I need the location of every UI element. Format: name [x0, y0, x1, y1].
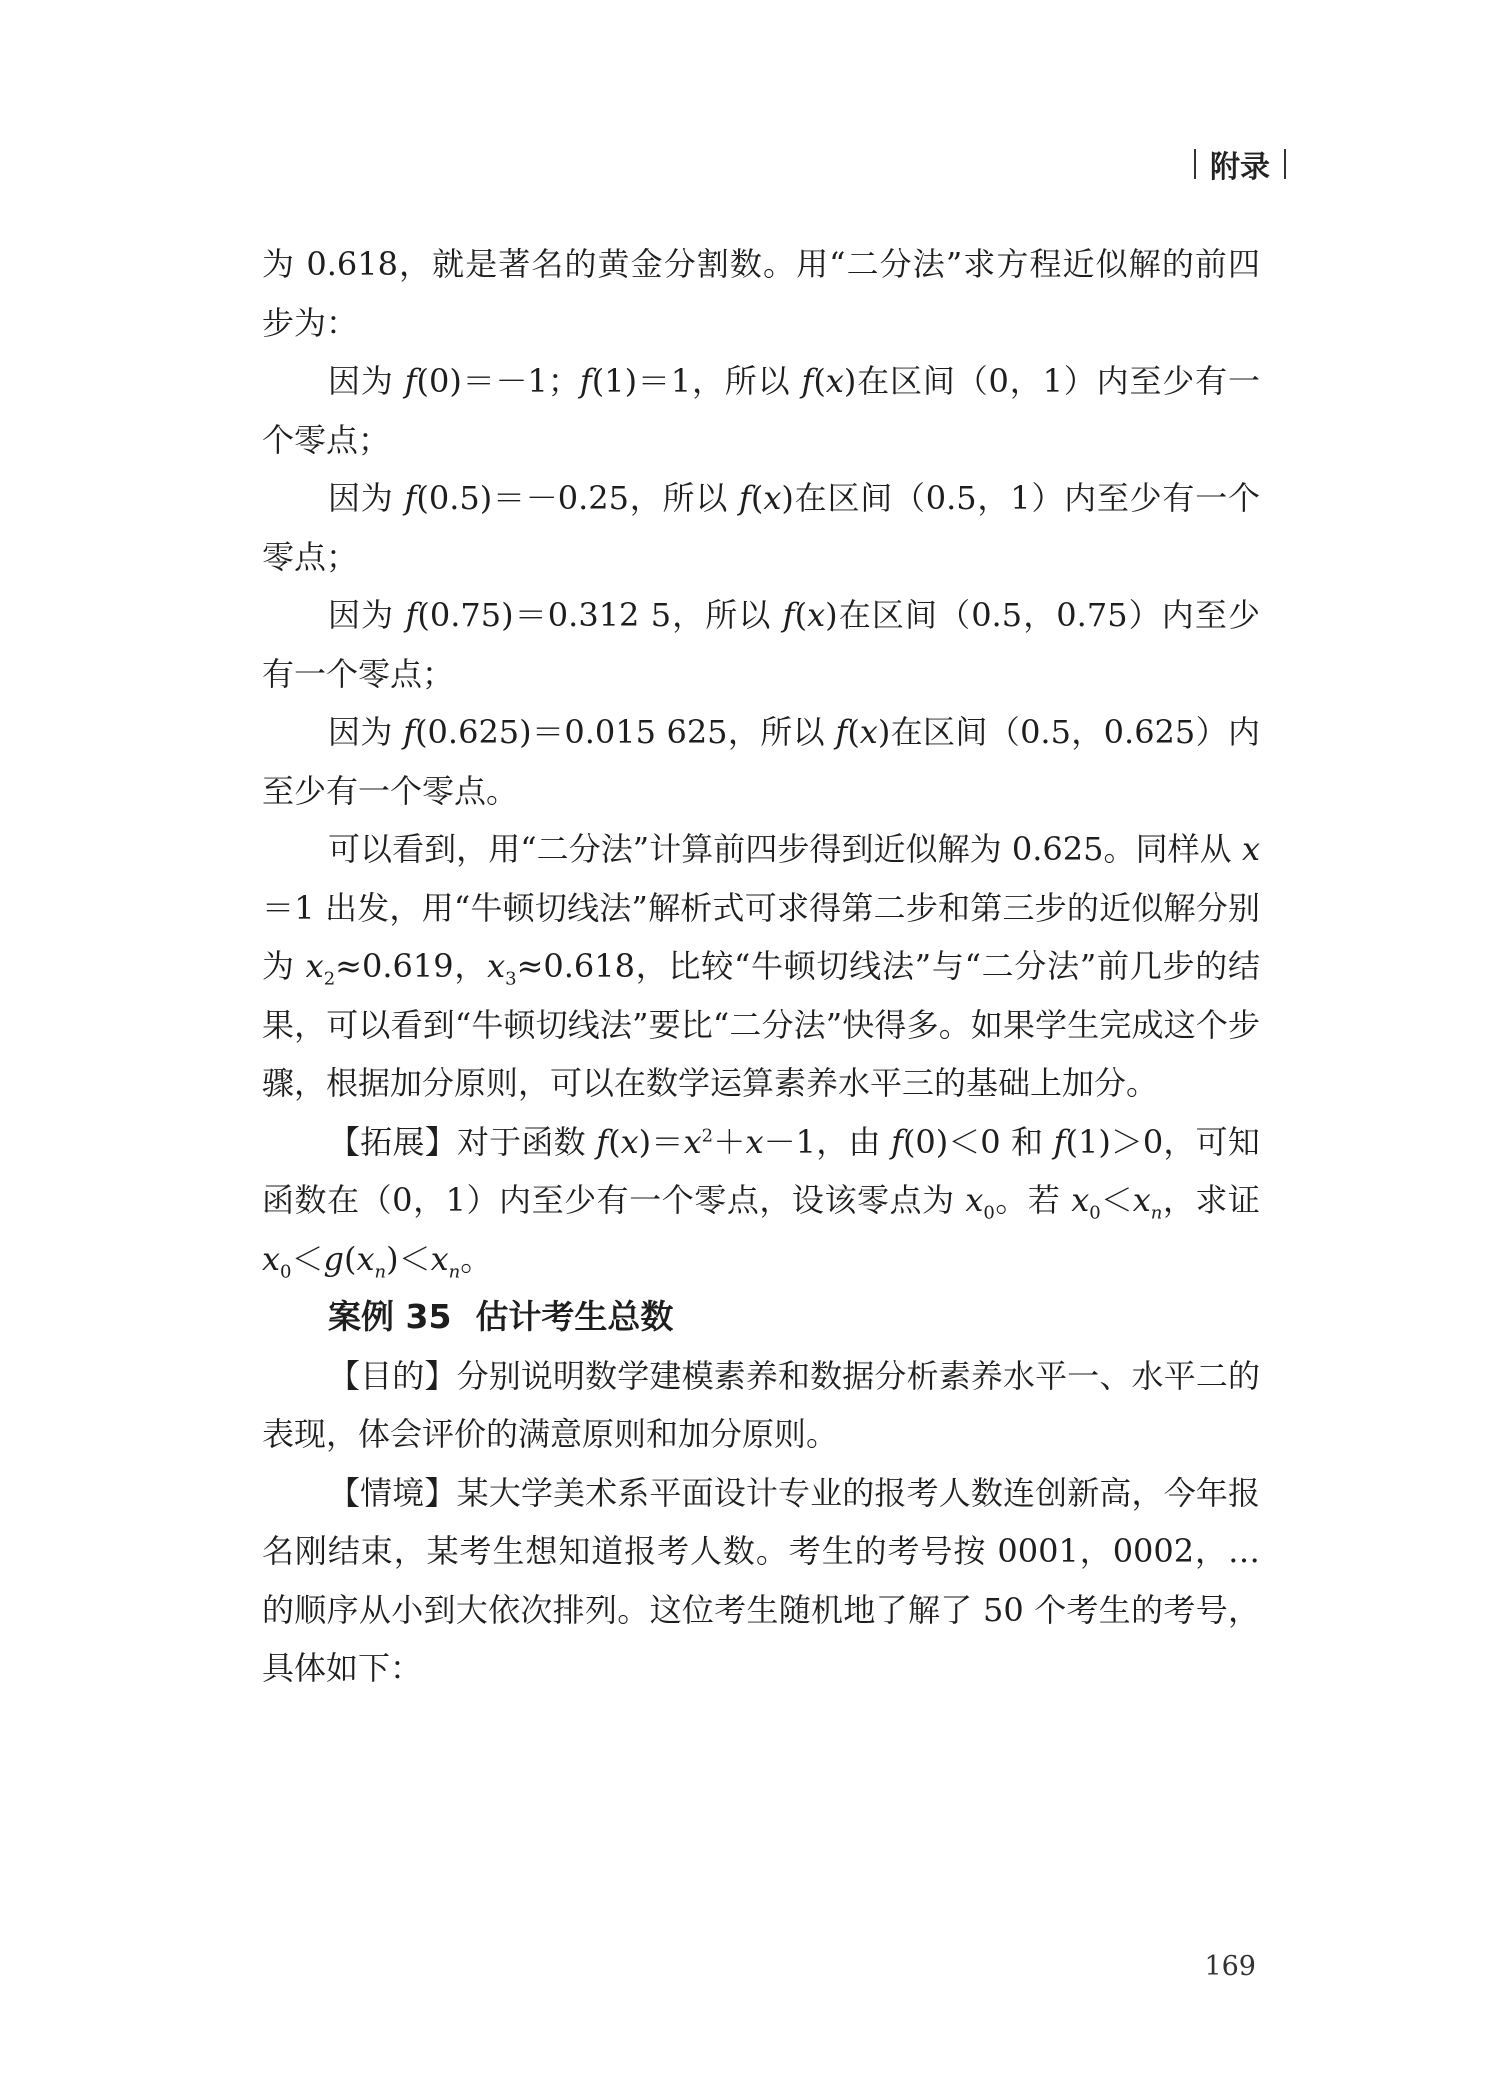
subscript: 0	[1089, 1202, 1101, 1224]
math-function: f	[801, 362, 814, 400]
paragraph-newton-comparison	[262, 820, 1260, 1113]
page-body	[262, 235, 1260, 1698]
math-variable: x	[807, 596, 826, 634]
text-run: )＜	[386, 1239, 431, 1278]
math-variable: x	[487, 947, 506, 985]
text-run: (	[794, 596, 808, 634]
math-variable: x	[356, 1239, 375, 1278]
text-run: 因为	[328, 713, 404, 751]
text-run: 。若	[994, 1181, 1072, 1219]
text-run: )在区间（0，1）内至少有一个零点；	[262, 362, 1260, 459]
subscript: n	[374, 1260, 387, 1282]
paragraph-extension	[262, 1113, 1260, 1289]
section-heading	[262, 1288, 1260, 1347]
paragraph-golden-ratio: 为 0.618，就是著名的黄金分割数。用“二分法”求方程近似解的前四步为：	[262, 245, 1260, 342]
math-function: f	[405, 596, 418, 634]
math-variable: x	[430, 1239, 449, 1278]
paragraph-goal	[262, 1347, 1260, 1464]
text-run: )在区间（0.5，0.625）内至少有一个零点。	[262, 713, 1260, 810]
text-run: ，求证	[1162, 1181, 1260, 1219]
math-function: f	[1053, 1122, 1066, 1161]
math-variable: x	[305, 947, 324, 985]
math-variable: x	[1241, 830, 1260, 868]
text-run: (	[847, 713, 860, 751]
text-run: (	[608, 1122, 621, 1161]
subscript: 3	[505, 968, 517, 990]
math-function: f	[404, 479, 417, 517]
math-variable: x	[1132, 1181, 1151, 1219]
math-variable: x	[683, 1122, 702, 1161]
text-run: 因为	[328, 479, 405, 517]
context-label: 【情境】	[328, 1473, 457, 1512]
subscript: 0	[983, 1202, 995, 1224]
text-run: ＜	[291, 1239, 324, 1278]
text-run: 对于函数	[456, 1122, 597, 1161]
paragraph-step-2	[262, 469, 1260, 586]
paragraph-step-4	[262, 703, 1260, 820]
math-function: f	[596, 1122, 609, 1161]
text-run: (1)＞0，可知函数在（0，1）内至少有一个零点，设该零点为	[262, 1122, 1260, 1219]
text-run: )在区间（0.5，0.75）内至少有一个零点；	[262, 596, 1260, 693]
text-run: 可以看到，用“二分法”计算前四步得到近似解为 0.625。同样从	[328, 830, 1242, 868]
math-variable: x	[825, 362, 844, 400]
page-number: 169	[1204, 1951, 1256, 1982]
text-run: (1)＝1，所以	[591, 362, 802, 400]
math-variable: x	[1071, 1181, 1090, 1219]
math-variable: x	[620, 1122, 639, 1161]
extension-label: 【拓展】	[328, 1122, 457, 1161]
math-variable: x	[965, 1181, 984, 1219]
math-function: g	[323, 1239, 344, 1278]
text-run: )在区间（0.5，1）内至少有一个零点；	[262, 479, 1260, 576]
text-run: 因为	[328, 362, 405, 400]
math-variable: x	[262, 1239, 281, 1278]
math-variable: x	[859, 713, 878, 751]
text-run: (0.625)＝0.015 625，所以	[415, 713, 836, 751]
section-title: 估计考生总数	[475, 1297, 674, 1336]
header-left-rule	[1194, 149, 1196, 179]
subscript: n	[1150, 1202, 1163, 1224]
math-variable: x	[763, 479, 782, 517]
superscript: 2	[701, 1124, 714, 1146]
paragraph-step-1	[262, 352, 1260, 469]
subscript: 0	[280, 1260, 292, 1282]
text-run: ＋	[713, 1122, 746, 1161]
text-run: (	[813, 362, 826, 400]
text-run: (	[344, 1239, 357, 1278]
text-run: (0.75)＝0.312 5，所以	[417, 596, 783, 634]
math-function: f	[835, 713, 848, 751]
paragraph-context	[262, 1464, 1260, 1698]
text-run: ＝1 出发，用“牛顿切线法”解析式可求得第二步和第三步的近似解分别为	[262, 888, 1260, 985]
math-function: f	[579, 362, 592, 400]
text-run: )＝	[638, 1122, 684, 1161]
section-number: 案例 35	[328, 1297, 452, 1336]
text-run: ＜	[1100, 1181, 1133, 1219]
text-run: (0)＜0 和	[902, 1122, 1054, 1161]
goal-label: 【目的】	[328, 1356, 457, 1395]
text-run: 因为	[328, 596, 406, 634]
text-run: (0.5)＝－0.25，所以	[416, 479, 740, 517]
header-right-rule	[1284, 149, 1286, 179]
text-run: (	[750, 479, 764, 517]
running-header	[1194, 142, 1286, 186]
math-function: f	[739, 479, 751, 517]
math-function: f	[403, 713, 416, 751]
text-run: (0)＝－1；	[416, 362, 580, 400]
text-run: ≈0.619，	[335, 947, 488, 985]
math-function: f	[782, 596, 795, 634]
text-run: －1，由	[763, 1122, 892, 1161]
goal-text: 分别说明数学建模素养和数据分析素养水平一、水平二的表现，体会评价的满意原则和加分原则。	[262, 1356, 1260, 1453]
subscript: n	[448, 1260, 461, 1282]
context-text: 某大学美术系平面设计专业的报考人数连创新高，今年报名刚结束，某考生想知道报考人数。考生的考号按 0001，0002，…的顺序从小到大依次排列。这位考生随机地了解了 50 个考生的考号，具体如下：	[262, 1473, 1260, 1687]
text-run: 。	[460, 1239, 493, 1278]
text-run: ≈0.618，比较“牛顿切线法”与“二分法”前几步的结果，可以看到“牛顿切线法”要比“二分法”快得多。如果学生完成这个步骤，根据加分原则，可以在数学运算素养水平三的基础上加分。	[262, 947, 1260, 1102]
header-section-label: 附录	[1210, 150, 1270, 185]
math-variable: x	[745, 1122, 764, 1161]
subscript: 2	[323, 968, 336, 990]
math-function: f	[404, 362, 417, 400]
paragraph-step-3	[262, 586, 1260, 703]
math-function: f	[891, 1122, 903, 1161]
